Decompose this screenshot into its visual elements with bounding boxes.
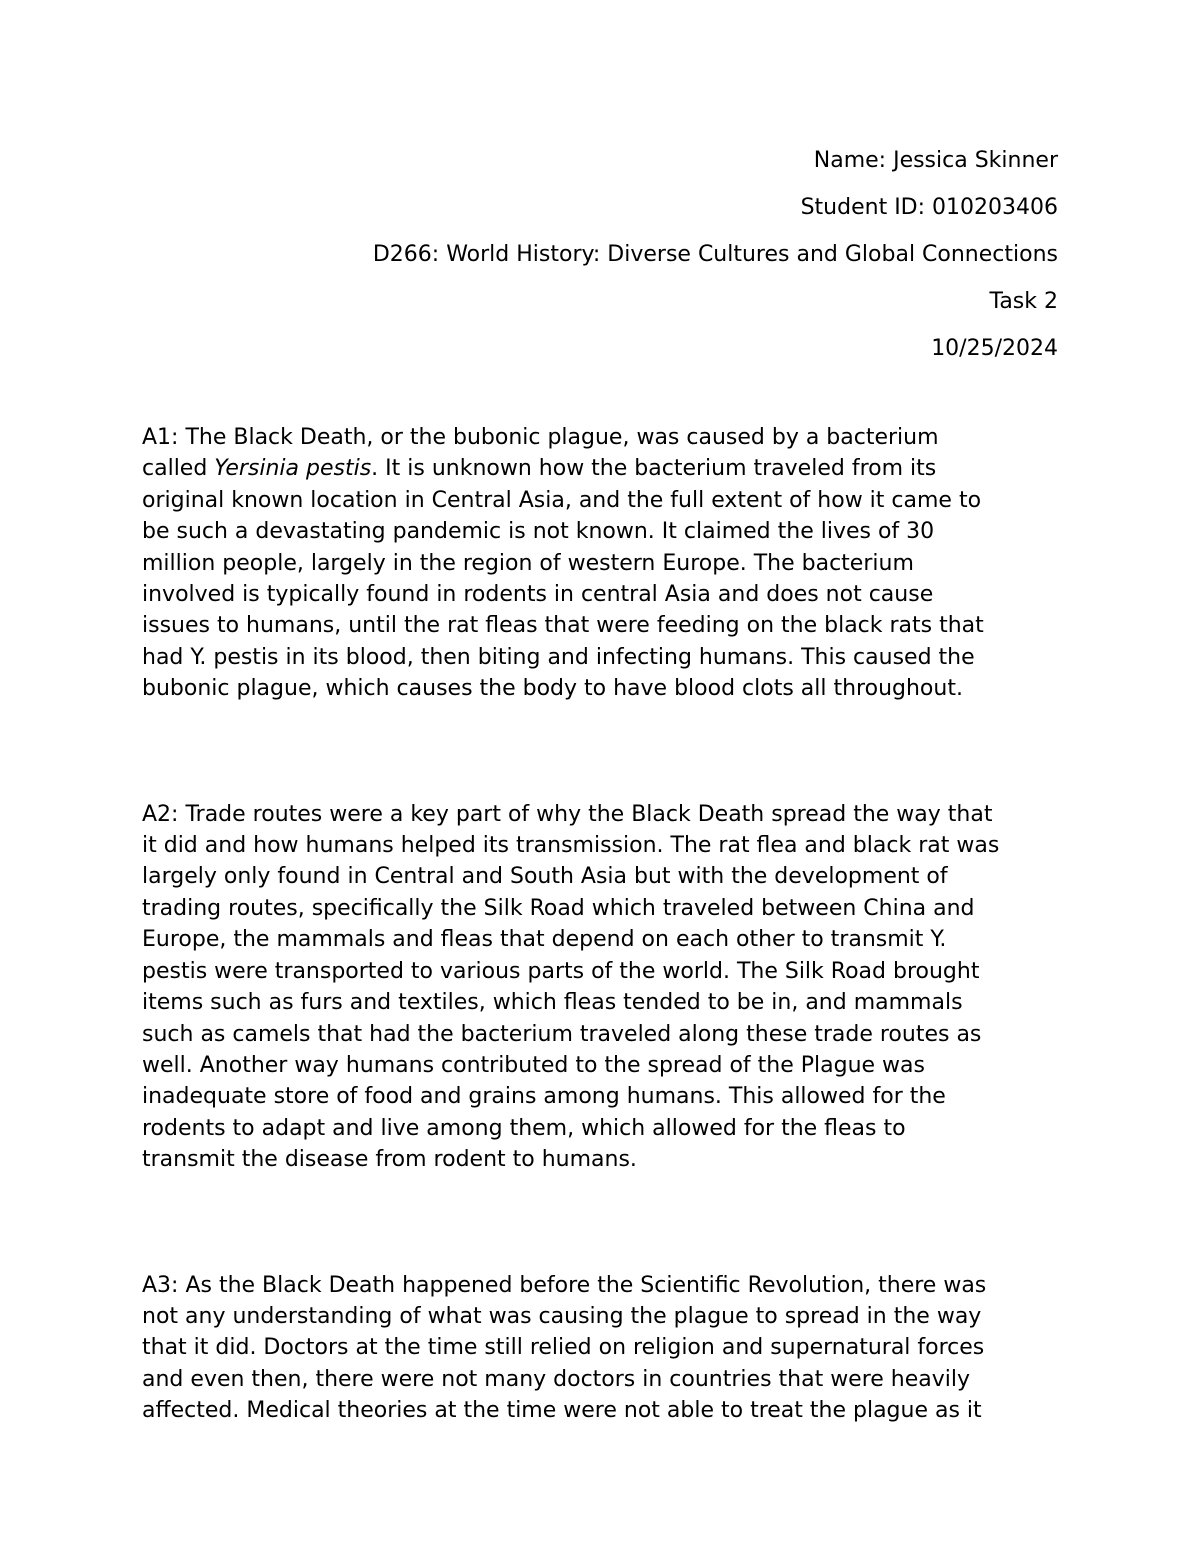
date-label: 10/25/2024 <box>931 336 1058 361</box>
a1-line-2-pre: called <box>142 456 215 482</box>
a2-line: A2: Trade routes were a key part of why the Black Death spread the way that <box>142 801 993 827</box>
a1-line-4: be such a devastating pandemic is not known. It claimed the lives of 30 <box>142 519 935 545</box>
a2-line: such as camels that had the bacterium traveled along these trade routes as <box>142 1021 982 1047</box>
a1-line-2-post: . It is unknown how the bacterium traveled from its <box>371 456 937 482</box>
header-block <box>258 137 1058 372</box>
a2-line: largely only found in Central and South Asia but with the development of <box>142 864 948 890</box>
species-name: Yersinia pestis <box>214 456 372 482</box>
a3-line: and even then, there were not many doctors in countries that were heavily <box>142 1366 971 1392</box>
a1-line-9: bubonic plague, which causes the body to have blood clots all throughout. <box>142 676 963 702</box>
a2-line: inadequate store of food and grains among humans. This allowed for the <box>142 1084 946 1110</box>
section-a2 <box>142 799 1058 1176</box>
a2-line: trading routes, specifically the Silk Road which traveled between China and <box>142 895 975 921</box>
task-label: Task 2 <box>989 289 1058 314</box>
a1-line-5: million people, largely in the region of western Europe. The bacterium <box>142 550 914 576</box>
a1-line-3: original known location in Central Asia, and the full extent of how it came to <box>142 487 982 513</box>
a2-line: rodents to adapt and live among them, which allowed for the fleas to <box>142 1115 906 1141</box>
section-a1 <box>142 422 1058 705</box>
a1-line-2 <box>142 453 1058 484</box>
a2-line: transmit the disease from rodent to humans. <box>142 1147 637 1173</box>
section-a3 <box>142 1270 1058 1427</box>
student-name: Name: Jessica Skinner <box>813 148 1058 173</box>
a1-line-8: had Y. pestis in its blood, then biting and infecting humans. This caused the <box>142 644 975 670</box>
a2-line: well. Another way humans contributed to the spread of the Plague was <box>142 1052 925 1078</box>
a2-line: pestis were transported to various parts of the world. The Silk Road brought <box>142 958 980 984</box>
a2-line: it did and how humans helped its transmission. The rat flea and black rat was <box>142 833 1000 859</box>
a3-line: A3: As the Black Death happened before the Scientific Revolution, there was <box>142 1272 987 1298</box>
body-text <box>142 422 1058 1427</box>
a1-line-6: involved is typically found in rodents in central Asia and does not cause <box>142 582 934 608</box>
student-id: Student ID: 010203406 <box>800 195 1058 220</box>
a1-line-7: issues to humans, until the rat fleas that were feeding on the black rats that <box>142 613 984 639</box>
a1-line-1: A1: The Black Death, or the bubonic plague, was caused by a bacterium <box>142 425 939 450</box>
course-title: D266: World History: Diverse Cultures and Global Connections <box>372 242 1058 267</box>
a3-line: affected. Medical theories at the time were not able to treat the plague as it <box>142 1398 982 1424</box>
a2-line: Europe, the mammals and fleas that depend on each other to transmit Y. <box>142 927 947 953</box>
a3-line: not any understanding of what was causing the plague to spread in the way <box>142 1303 982 1329</box>
a2-line: items such as furs and textiles, which fleas tended to be in, and mammals <box>142 990 963 1016</box>
a3-line: that it did. Doctors at the time still relied on religion and supernatural forces <box>142 1335 985 1361</box>
